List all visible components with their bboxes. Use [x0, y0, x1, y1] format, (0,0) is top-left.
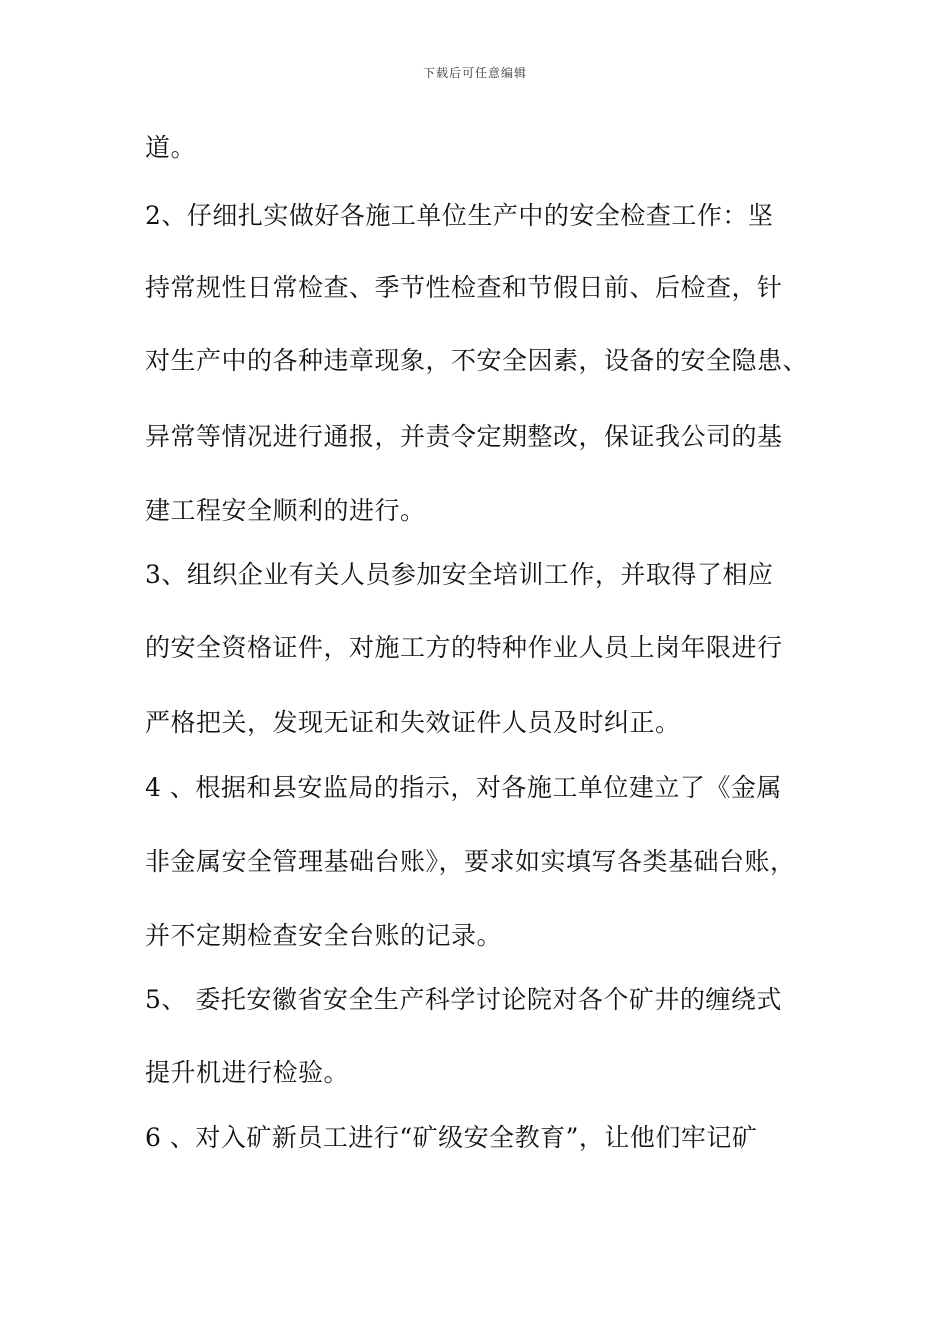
body-line: 道。: [145, 133, 197, 162]
body-line: 严格把关，发现无证和失效证件人员及时纠正。: [145, 708, 681, 737]
body-line: 并不定期检查安全台账的记录。: [145, 921, 503, 950]
body-line: 2、仔细扎实做好各施工单位生产中的安全检查工作：坚: [145, 201, 774, 230]
body-line: 提升机进行检验。: [145, 1058, 350, 1087]
page-header: 下载后可任意编辑: [422, 66, 527, 80]
body-line: 异常等情况进行通报，并责令定期整改，保证我公司的基: [145, 422, 783, 451]
body-line: 对生产中的各种违章现象，不安全因素，设备的安全隐患、: [145, 346, 809, 375]
body-line: 的安全资格证件，对施工方的特种作业人员上岗年限进行: [145, 633, 783, 662]
body-line: 3、组织企业有关人员参加安全培训工作，并取得了相应: [145, 560, 774, 589]
body-line: 建工程安全顺利的进行。: [145, 496, 426, 525]
body-line: 4 、根据和县安监局的指示，对各施工单位建立了《金属: [145, 773, 782, 802]
body-line: 持常规性日常检查、季节性检查和节假日前、后检查，针: [145, 273, 783, 302]
body-line: 5、 委托安徽省安全生产科学讨论院对各个矿井的缠绕式: [145, 985, 782, 1014]
body-line: 6 、对入矿新员工进行“矿级安全教育”，让他们牢记矿: [145, 1123, 758, 1152]
body-line: 非金属安全管理基础台账》，要求如实填写各类基础台账，: [145, 847, 796, 876]
